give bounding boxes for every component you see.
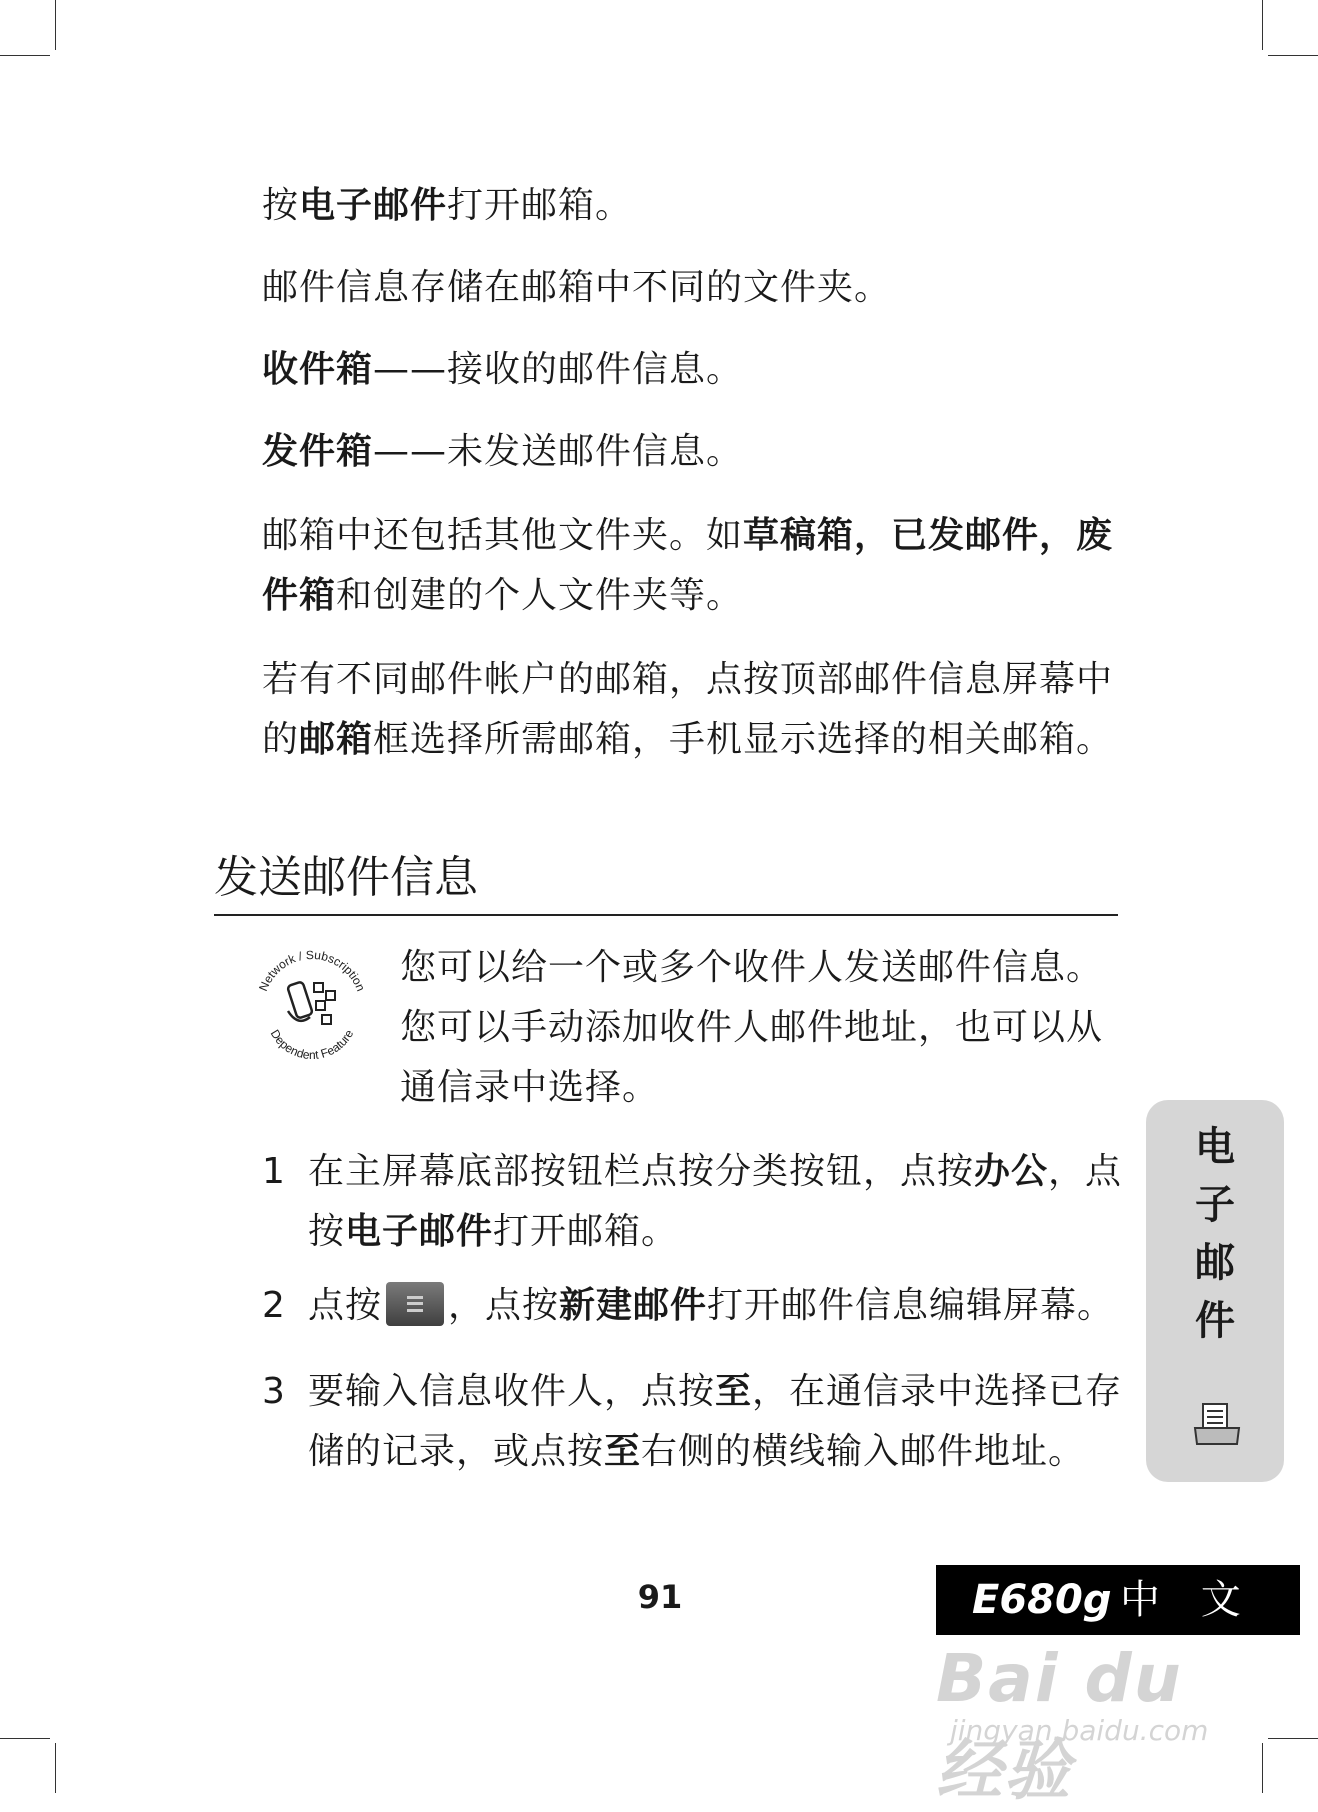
paragraph-outbox: 发件箱——未发送邮件信息。 <box>262 431 744 472</box>
baidu-watermark <box>936 1640 1236 1809</box>
step-3 <box>262 1362 1142 1482</box>
watermark-logo: Bai du 经验 <box>936 1640 1183 1809</box>
intro-text: 您可以给一个或多个收件人发送邮件信息。您可以手动添加收件人邮件地址，也可以从通信录中选择。 <box>400 947 1104 1108</box>
model-name: E680g <box>972 1577 1112 1623</box>
crop-mark <box>55 0 56 50</box>
crop-mark <box>1262 0 1263 50</box>
language-label: 中 文 <box>1120 1577 1255 1623</box>
step-number: 3 <box>262 1371 285 1412</box>
crop-mark <box>1262 1743 1263 1793</box>
side-tab-char: 子 <box>1195 1181 1235 1228</box>
heading-divider <box>214 914 1118 916</box>
crop-mark <box>55 1743 56 1793</box>
side-tab-char: 电 <box>1195 1123 1235 1170</box>
side-tab-char: 件 <box>1195 1297 1235 1344</box>
step-number: 1 <box>262 1151 285 1192</box>
crop-mark <box>0 1738 50 1739</box>
step-text: 要输入信息收件人，点按至，在通信录中选择已存储的记录，或点按至右侧的横线输入邮件地址。 <box>308 1371 1123 1472</box>
mail-icon <box>1192 1400 1242 1450</box>
stamp-bottom-text: Dependent Feature <box>267 1027 357 1063</box>
paragraph-open-mailbox: 按电子邮件打开邮箱。 <box>262 185 633 226</box>
side-tab-char: 邮 <box>1195 1239 1235 1286</box>
step-2 <box>262 1276 1142 1336</box>
menu-icon <box>386 1282 444 1326</box>
step-number: 2 <box>262 1285 285 1326</box>
paragraph-folders: 邮件信息存储在邮箱中不同的文件夹。 <box>262 267 892 308</box>
section-side-tab <box>1146 1100 1284 1482</box>
model-banner <box>936 1565 1300 1635</box>
network-dependent-feature-icon <box>250 945 374 1069</box>
section-heading: 发送邮件信息 <box>214 852 478 903</box>
crop-mark <box>1268 55 1318 56</box>
step-1 <box>262 1142 1142 1262</box>
step-text: 点按 ，点按新建邮件打开邮件信息编辑屏幕。 <box>308 1276 1142 1336</box>
page-number: 91 <box>637 1578 683 1616</box>
crop-mark <box>0 55 50 56</box>
step-text: 在主屏幕底部按钮栏点按分类按钮，点按办公，点按电子邮件打开邮箱。 <box>308 1151 1123 1252</box>
paragraph-other-folders: 邮箱中还包括其他文件夹。如草稿箱，已发邮件，废件箱和创建的个人文件夹等。 <box>262 515 1114 616</box>
watermark-url: jingyan.baidu.com <box>950 1714 1209 1747</box>
crop-mark <box>1268 1738 1318 1739</box>
stamp-top-text: Network / Subscription <box>256 947 368 994</box>
paragraph-inbox: 收件箱——接收的邮件信息。 <box>262 349 744 390</box>
paragraph-select-mailbox: 若有不同邮件帐户的邮箱，点按顶部邮件信息屏幕中的邮箱框选择所需邮箱，手机显示选择的相关邮箱。 <box>262 659 1114 760</box>
